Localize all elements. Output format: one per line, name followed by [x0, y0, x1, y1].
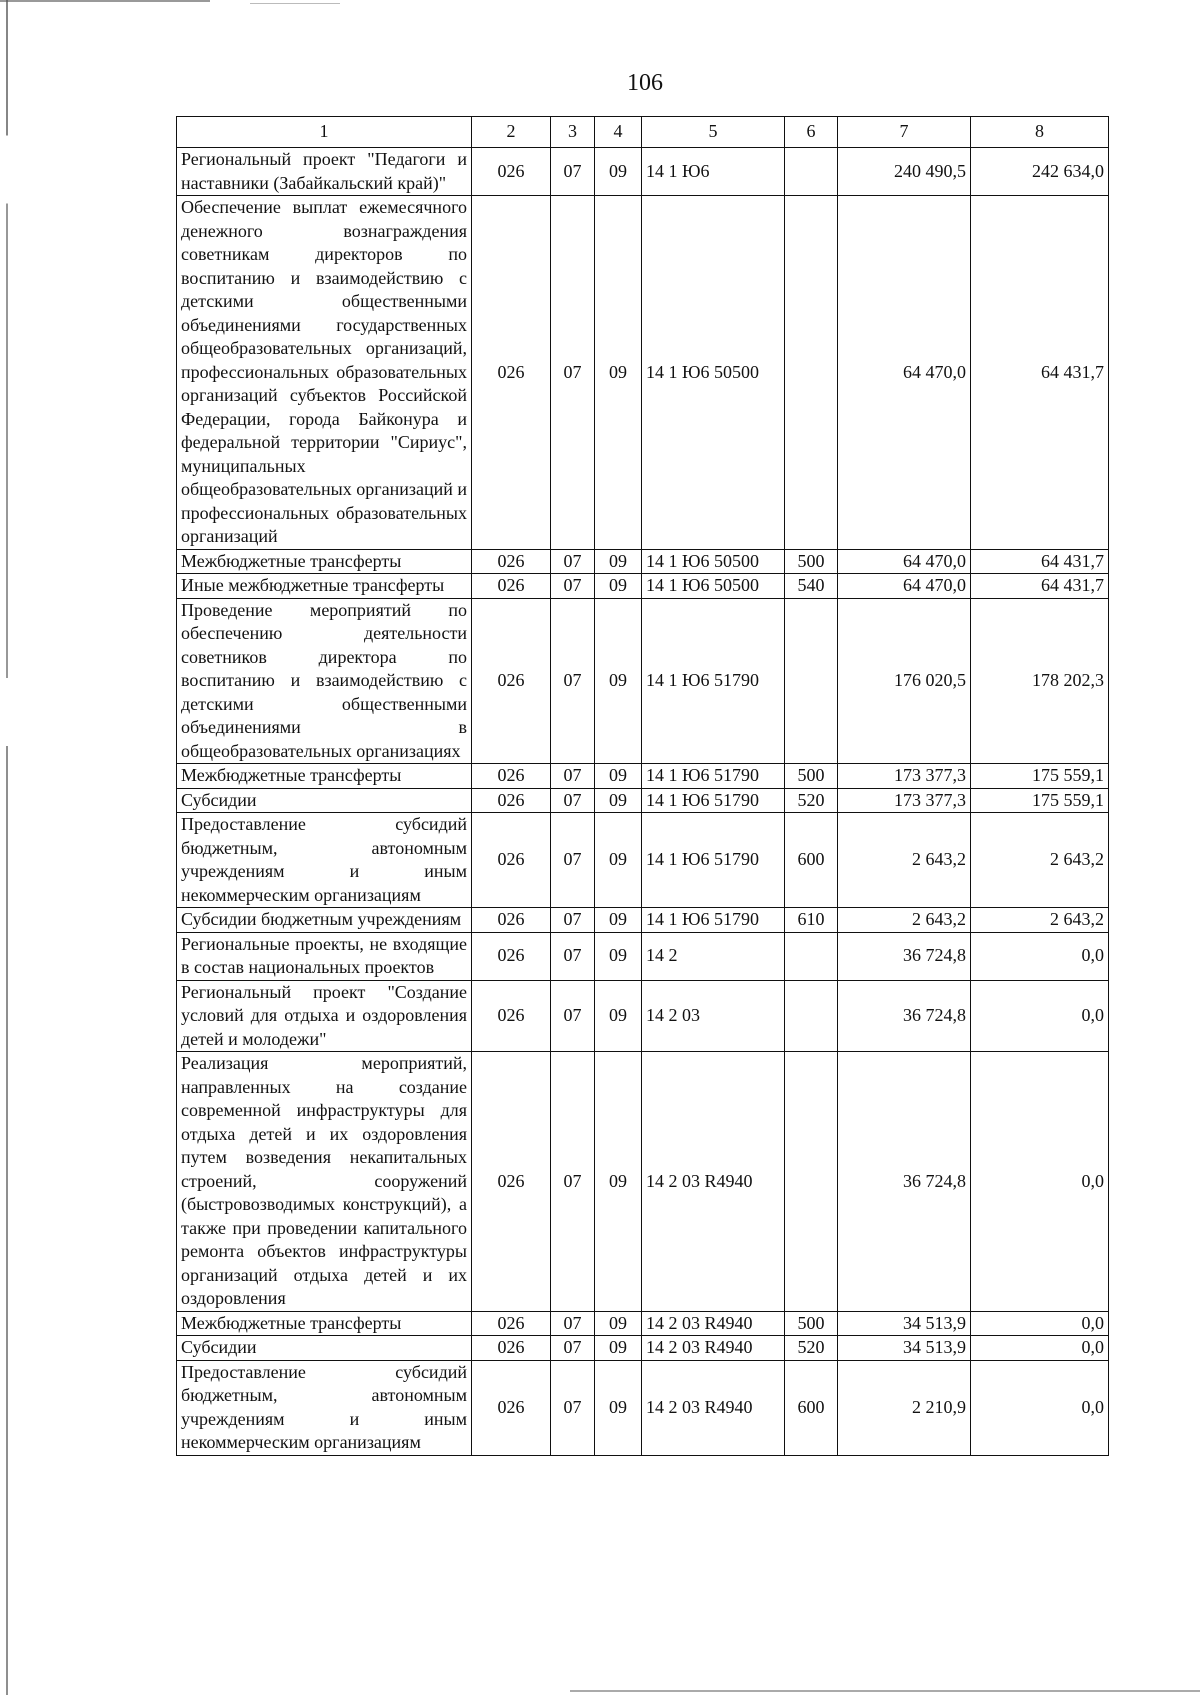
cell-expense-type: 600: [785, 1360, 838, 1455]
table-row: [177, 932, 1109, 980]
table-row: [177, 574, 1109, 599]
table-row: [177, 1052, 1109, 1312]
cell-section: 07: [551, 1311, 595, 1336]
cell-amount-year2: 64 431,7: [971, 549, 1109, 574]
table-row: [177, 598, 1109, 764]
cell-target-item: 14 2 03 R4940: [642, 1336, 785, 1361]
cell-subsection: 09: [595, 1311, 642, 1336]
scan-artifact-left: [6, 0, 8, 1695]
column-header: 2: [472, 117, 551, 148]
cell-target-item: 14 1 Ю6 50500: [642, 574, 785, 599]
cell-amount-year2: 178 202,3: [971, 598, 1109, 764]
cell-subsection: 09: [595, 764, 642, 789]
cell-subsection: 09: [595, 1052, 642, 1312]
cell-expense-type: 600: [785, 813, 838, 908]
cell-subsection: 09: [595, 549, 642, 574]
cell-ministry-code: 026: [472, 598, 551, 764]
row-name: Субсидии: [177, 788, 472, 813]
column-header: 4: [595, 117, 642, 148]
row-name: Предоставление субсидий бюджетным, автономным учреждениям и иным некоммерческим организациям: [177, 1360, 472, 1455]
cell-amount-year2: 0,0: [971, 1052, 1109, 1312]
cell-target-item: 14 1 Ю6 50500: [642, 549, 785, 574]
cell-ministry-code: 026: [472, 908, 551, 933]
cell-section: 07: [551, 1336, 595, 1361]
table-row: [177, 196, 1109, 550]
cell-ministry-code: 026: [472, 1311, 551, 1336]
cell-amount-year1: 2 643,2: [838, 908, 971, 933]
cell-expense-type: 610: [785, 908, 838, 933]
cell-section: 07: [551, 148, 595, 196]
cell-subsection: 09: [595, 598, 642, 764]
cell-amount-year2: 64 431,7: [971, 196, 1109, 550]
cell-expense-type: 500: [785, 549, 838, 574]
cell-section: 07: [551, 980, 595, 1052]
cell-subsection: 09: [595, 788, 642, 813]
cell-subsection: 09: [595, 813, 642, 908]
cell-amount-year1: 2 643,2: [838, 813, 971, 908]
cell-amount-year2: 242 634,0: [971, 148, 1109, 196]
cell-amount-year1: 173 377,3: [838, 788, 971, 813]
row-name: Реализация мероприятий, направленных на создание современной инфраструктуры для отдыха детей и их оздоровления путем возведения некапитальных строений, сооружений (быстровозводимых конструкций), а также при проведении капитального ремонта объектов инфраструктуры организаций отдыха детей и их оздоровления: [177, 1052, 472, 1312]
cell-subsection: 09: [595, 196, 642, 550]
cell-section: 07: [551, 932, 595, 980]
cell-amount-year2: 0,0: [971, 932, 1109, 980]
cell-amount-year2: 175 559,1: [971, 788, 1109, 813]
row-name: Иные межбюджетные трансферты: [177, 574, 472, 599]
column-header: 3: [551, 117, 595, 148]
cell-expense-type: [785, 148, 838, 196]
table-row: [177, 764, 1109, 789]
cell-amount-year2: 0,0: [971, 1360, 1109, 1455]
cell-ministry-code: 026: [472, 813, 551, 908]
cell-target-item: 14 2 03 R4940: [642, 1052, 785, 1312]
cell-target-item: 14 1 Ю6 51790: [642, 788, 785, 813]
cell-amount-year2: 64 431,7: [971, 574, 1109, 599]
cell-expense-type: 500: [785, 764, 838, 789]
cell-section: 07: [551, 788, 595, 813]
cell-amount-year2: 2 643,2: [971, 908, 1109, 933]
cell-ministry-code: 026: [472, 1336, 551, 1361]
cell-expense-type: [785, 196, 838, 550]
row-name: Межбюджетные трансферты: [177, 764, 472, 789]
page-number: 106: [627, 70, 663, 96]
row-name: Субсидии бюджетным учреждениям: [177, 908, 472, 933]
row-name: Региональный проект "Педагоги и наставники (Забайкальский край)": [177, 148, 472, 196]
cell-amount-year1: 64 470,0: [838, 196, 971, 550]
cell-target-item: 14 2 03: [642, 980, 785, 1052]
cell-ministry-code: 026: [472, 788, 551, 813]
cell-amount-year1: 64 470,0: [838, 549, 971, 574]
row-name: Обеспечение выплат ежемесячного денежного вознаграждения советникам директоров по воспитанию и взаимодействию с детскими общественными объединениями государственных общеобразовательных организаций, профессиональных образовательных организаций субъектов Российской Федерации, города Байконура и федеральной территории "Сириус", муниципальных общеобразовательных организаций и профессиональных образовательных организаций: [177, 196, 472, 550]
cell-expense-type: [785, 598, 838, 764]
cell-expense-type: 540: [785, 574, 838, 599]
cell-ministry-code: 026: [472, 148, 551, 196]
cell-ministry-code: 026: [472, 1052, 551, 1312]
table-row: [177, 1336, 1109, 1361]
scan-artifact-bottom: [570, 1690, 1200, 1692]
table-row: [177, 813, 1109, 908]
cell-amount-year2: 0,0: [971, 1336, 1109, 1361]
table-row: [177, 148, 1109, 196]
cell-target-item: 14 1 Ю6 50500: [642, 196, 785, 550]
cell-amount-year2: 2 643,2: [971, 813, 1109, 908]
cell-expense-type: 520: [785, 1336, 838, 1361]
cell-section: 07: [551, 598, 595, 764]
cell-amount-year1: 34 513,9: [838, 1311, 971, 1336]
cell-subsection: 09: [595, 980, 642, 1052]
row-name: Региональные проекты, не входящие в состав национальных проектов: [177, 932, 472, 980]
cell-ministry-code: 026: [472, 1360, 551, 1455]
cell-subsection: 09: [595, 908, 642, 933]
cell-amount-year2: 175 559,1: [971, 764, 1109, 789]
table-row: [177, 980, 1109, 1052]
table-header-row: [177, 117, 1109, 148]
row-name: Предоставление субсидий бюджетным, автономным учреждениям и иным некоммерческим организациям: [177, 813, 472, 908]
cell-expense-type: 500: [785, 1311, 838, 1336]
row-name: Межбюджетные трансферты: [177, 1311, 472, 1336]
cell-target-item: 14 1 Ю6 51790: [642, 813, 785, 908]
cell-expense-type: [785, 980, 838, 1052]
cell-amount-year2: 0,0: [971, 980, 1109, 1052]
budget-table: [176, 116, 1109, 1456]
table-row: [177, 1311, 1109, 1336]
cell-ministry-code: 026: [472, 980, 551, 1052]
row-name: Региональный проект "Создание условий для отдыха и оздоровления детей и молодежи": [177, 980, 472, 1052]
cell-section: 07: [551, 196, 595, 550]
cell-ministry-code: 026: [472, 932, 551, 980]
table-row: [177, 908, 1109, 933]
cell-subsection: 09: [595, 1360, 642, 1455]
cell-ministry-code: 026: [472, 574, 551, 599]
cell-subsection: 09: [595, 1336, 642, 1361]
row-name: Межбюджетные трансферты: [177, 549, 472, 574]
cell-amount-year1: 240 490,5: [838, 148, 971, 196]
column-header: 7: [838, 117, 971, 148]
cell-section: 07: [551, 1052, 595, 1312]
table-row: [177, 788, 1109, 813]
cell-amount-year2: 0,0: [971, 1311, 1109, 1336]
cell-target-item: 14 1 Ю6 51790: [642, 764, 785, 789]
cell-target-item: 14 1 Ю6: [642, 148, 785, 196]
cell-amount-year1: 173 377,3: [838, 764, 971, 789]
cell-amount-year1: 34 513,9: [838, 1336, 971, 1361]
scan-artifact-top-2: [250, 3, 340, 4]
row-name: Субсидии: [177, 1336, 472, 1361]
cell-amount-year1: 36 724,8: [838, 932, 971, 980]
cell-section: 07: [551, 764, 595, 789]
cell-subsection: 09: [595, 932, 642, 980]
table-row: [177, 1360, 1109, 1455]
cell-subsection: 09: [595, 574, 642, 599]
cell-expense-type: [785, 932, 838, 980]
scan-artifact-top: [0, 0, 210, 2]
column-header: 5: [642, 117, 785, 148]
cell-section: 07: [551, 1360, 595, 1455]
cell-section: 07: [551, 908, 595, 933]
cell-section: 07: [551, 549, 595, 574]
cell-target-item: 14 1 Ю6 51790: [642, 908, 785, 933]
column-header: 1: [177, 117, 472, 148]
cell-ministry-code: 026: [472, 549, 551, 574]
cell-expense-type: [785, 1052, 838, 1312]
column-header: 6: [785, 117, 838, 148]
cell-section: 07: [551, 574, 595, 599]
cell-subsection: 09: [595, 148, 642, 196]
row-name: Проведение мероприятий по обеспечению деятельности советников директора по воспитанию и взаимодействию с детскими общественными объединениями в общеобразовательных организациях: [177, 598, 472, 764]
cell-amount-year1: 36 724,8: [838, 980, 971, 1052]
cell-ministry-code: 026: [472, 764, 551, 789]
cell-target-item: 14 2 03 R4940: [642, 1311, 785, 1336]
cell-section: 07: [551, 813, 595, 908]
cell-expense-type: 520: [785, 788, 838, 813]
cell-target-item: 14 2 03 R4940: [642, 1360, 785, 1455]
cell-ministry-code: 026: [472, 196, 551, 550]
column-header: 8: [971, 117, 1109, 148]
table-row: [177, 549, 1109, 574]
cell-amount-year1: 36 724,8: [838, 1052, 971, 1312]
cell-target-item: 14 1 Ю6 51790: [642, 598, 785, 764]
cell-amount-year1: 2 210,9: [838, 1360, 971, 1455]
cell-amount-year1: 64 470,0: [838, 574, 971, 599]
cell-amount-year1: 176 020,5: [838, 598, 971, 764]
cell-target-item: 14 2: [642, 932, 785, 980]
